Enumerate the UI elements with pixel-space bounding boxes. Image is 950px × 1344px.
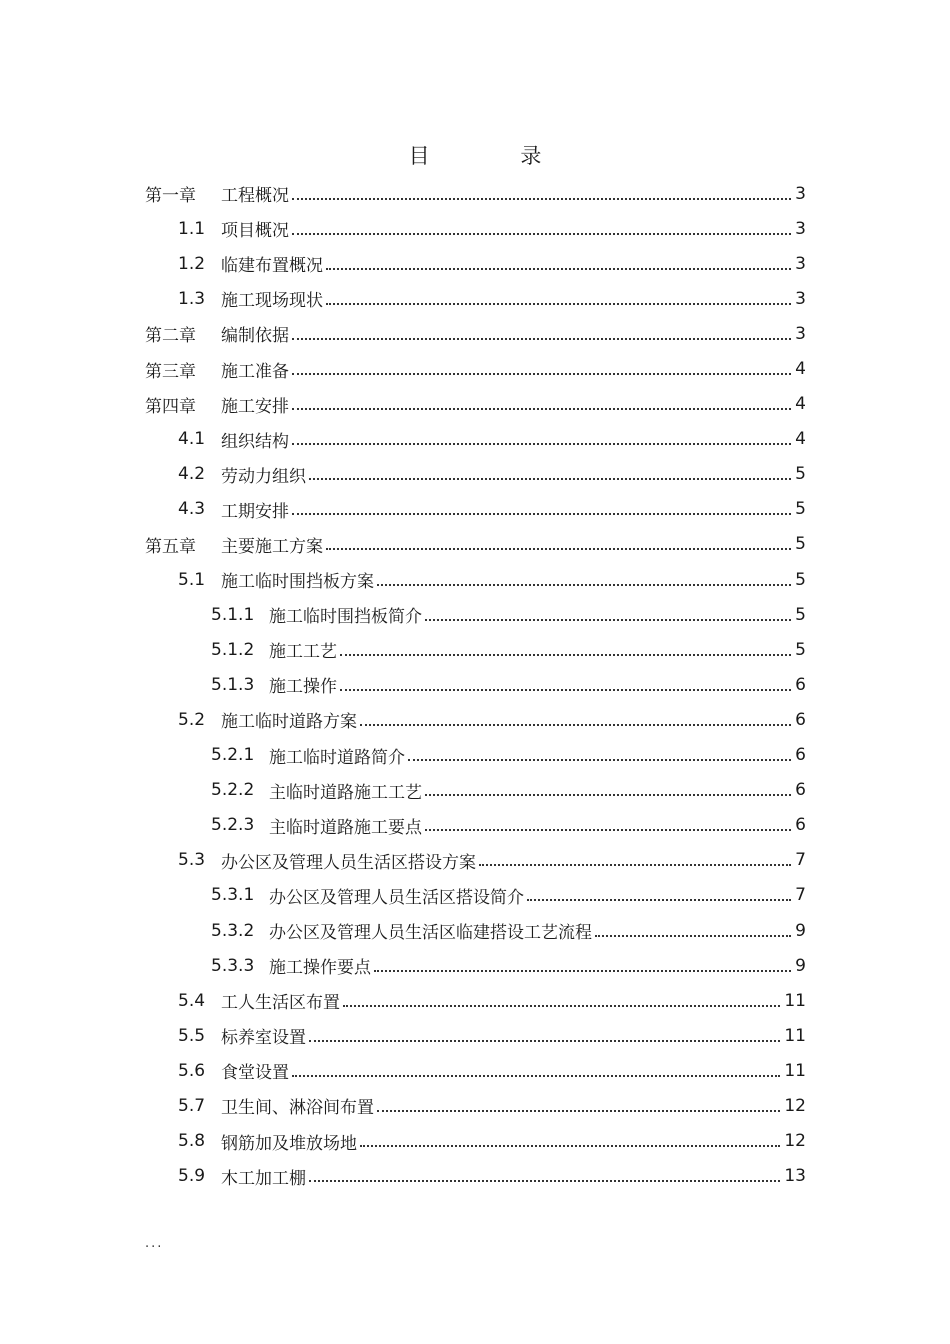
toc-entry-number: 第二章 (145, 326, 196, 347)
toc-entry-title: 施工临时围挡板简介 (269, 607, 422, 628)
toc-entry[interactable] (145, 527, 806, 562)
toc-entry[interactable] (145, 176, 806, 211)
toc-entry[interactable] (145, 281, 806, 316)
toc-dot-leader (292, 443, 791, 445)
toc-dot-leader (340, 689, 791, 691)
toc-entry-page: 9 (795, 955, 806, 976)
toc-dot-leader (292, 198, 791, 200)
toc-entry-title: 钢筋加及堆放场地 (221, 1133, 357, 1154)
toc-entry-page: 3 (795, 253, 806, 274)
toc-entry-title: 劳动力组织 (221, 466, 306, 487)
toc-entry-page: 7 (795, 885, 806, 906)
toc-entry[interactable] (145, 457, 806, 492)
toc-entry-page: 5 (795, 569, 806, 590)
toc-entry-number: 5.3.1 (211, 885, 255, 906)
toc-entry-number: 第五章 (145, 536, 196, 557)
toc-entry-number: 4.2 (178, 464, 206, 485)
toc-entry-number: 4.1 (178, 429, 206, 450)
table-of-contents (145, 176, 806, 1194)
toc-entry-page: 3 (795, 288, 806, 309)
toc-dot-leader (292, 513, 791, 515)
toc-entry[interactable] (145, 808, 806, 843)
toc-entry-page: 3 (795, 183, 806, 204)
toc-dot-leader (340, 654, 791, 656)
toc-dot-leader (326, 268, 791, 270)
toc-entry[interactable] (145, 1053, 806, 1088)
toc-entry[interactable] (145, 387, 806, 422)
toc-dot-leader (360, 1145, 780, 1147)
toc-dot-leader (425, 794, 791, 796)
toc-entry-title: 施工操作 (269, 677, 337, 698)
toc-entry-title: 办公区及管理人员生活区临建搭设工艺流程 (269, 923, 592, 944)
toc-entry-number: 5.1.3 (211, 674, 255, 695)
toc-entry-title: 办公区及管理人员生活区搭设方案 (221, 852, 476, 873)
toc-entry-number: 5.3.3 (211, 955, 255, 976)
toc-entry-title: 临建布置概况 (221, 256, 323, 277)
toc-entry-page: 12 (784, 1095, 806, 1116)
toc-entry[interactable] (145, 1088, 806, 1123)
toc-entry-number: 5.3 (178, 850, 206, 871)
toc-entry-title: 组织结构 (221, 431, 289, 452)
toc-entry-page: 5 (795, 639, 806, 660)
toc-entry-page: 9 (795, 920, 806, 941)
toc-entry[interactable] (145, 878, 806, 913)
toc-dot-leader (408, 759, 791, 761)
toc-entry-title: 卫生间、淋浴间布置 (221, 1098, 374, 1119)
toc-entry-page: 6 (795, 709, 806, 730)
toc-entry-page: 11 (784, 1025, 806, 1046)
toc-entry-number: 5.9 (178, 1166, 206, 1187)
toc-entry-title: 工程概况 (221, 186, 289, 207)
toc-entry-number: 5.1 (178, 569, 206, 590)
toc-entry-title: 项目概况 (221, 221, 289, 242)
toc-entry-title: 木工加工棚 (221, 1168, 306, 1189)
toc-dot-leader (309, 1180, 780, 1182)
toc-dot-leader (326, 303, 791, 305)
toc-entry-title: 食堂设置 (221, 1063, 289, 1084)
toc-dot-leader (292, 373, 791, 375)
toc-entry-page: 6 (795, 674, 806, 695)
toc-entry-title: 主要施工方案 (221, 536, 323, 557)
toc-entry-page: 6 (795, 815, 806, 836)
toc-dot-leader (595, 935, 791, 937)
toc-entry-title: 施工现场现状 (221, 291, 323, 312)
toc-entry-number: 5.6 (178, 1060, 206, 1081)
toc-entry-number: 5.2 (178, 709, 206, 730)
toc-entry-number: 第四章 (145, 396, 196, 417)
toc-entry[interactable] (145, 983, 806, 1018)
toc-entry-number: 1.2 (178, 253, 206, 274)
toc-entry-page: 5 (795, 464, 806, 485)
toc-dot-leader (292, 338, 791, 340)
toc-entry-page: 5 (795, 534, 806, 555)
toc-entry-number: 5.2.3 (211, 815, 255, 836)
toc-entry[interactable] (145, 913, 806, 948)
toc-entry-title: 施工临时围挡板方案 (221, 572, 374, 593)
toc-dot-leader (292, 408, 791, 410)
toc-dot-leader (479, 864, 791, 866)
toc-entry-title: 主临时道路施工工艺 (269, 782, 422, 803)
toc-entry[interactable] (145, 316, 806, 351)
toc-entry-title: 施工操作要点 (269, 958, 371, 979)
toc-entry-number: 4.3 (178, 499, 206, 520)
toc-entry[interactable] (145, 667, 806, 702)
toc-dot-leader (425, 619, 791, 621)
toc-entry-title: 主临时道路施工要点 (269, 817, 422, 838)
toc-dot-leader (309, 1040, 780, 1042)
footer-ellipsis: ... (145, 1236, 164, 1251)
toc-entry-title: 工期安排 (221, 501, 289, 522)
toc-entry-page: 12 (784, 1131, 806, 1152)
toc-dot-leader (425, 829, 791, 831)
toc-entry[interactable] (145, 562, 806, 597)
toc-dot-leader (343, 1005, 780, 1007)
toc-dot-leader (377, 1110, 780, 1112)
toc-dot-leader (360, 724, 791, 726)
toc-entry[interactable] (145, 1018, 806, 1053)
toc-entry-title: 施工安排 (221, 396, 289, 417)
toc-dot-leader (527, 899, 791, 901)
toc-entry-number: 5.8 (178, 1131, 206, 1152)
toc-entry-page: 4 (795, 359, 806, 380)
toc-entry-page: 3 (795, 218, 806, 239)
toc-entry-title: 办公区及管理人员生活区搭设简介 (269, 887, 524, 908)
toc-entry-page: 6 (795, 745, 806, 766)
toc-entry[interactable] (145, 843, 806, 878)
toc-entry[interactable] (145, 773, 806, 808)
toc-entry[interactable] (145, 632, 806, 667)
toc-entry[interactable] (145, 702, 806, 737)
toc-entry[interactable] (145, 738, 806, 773)
toc-entry-title: 施工准备 (221, 361, 289, 382)
toc-entry-page: 4 (795, 429, 806, 450)
toc-entry-page: 5 (795, 499, 806, 520)
toc-entry-number: 第三章 (145, 361, 196, 382)
toc-entry[interactable] (145, 597, 806, 632)
toc-entry[interactable] (145, 211, 806, 246)
toc-entry-page: 3 (795, 323, 806, 344)
toc-entry-number: 5.7 (178, 1095, 206, 1116)
toc-entry-page: 11 (784, 1060, 806, 1081)
toc-entry-number: 5.2.1 (211, 745, 255, 766)
toc-entry-page: 5 (795, 604, 806, 625)
toc-dot-leader (326, 548, 791, 550)
toc-entry[interactable] (145, 1124, 806, 1159)
toc-entry-number: 5.5 (178, 1025, 206, 1046)
toc-entry-number: 5.4 (178, 990, 206, 1011)
toc-dot-leader (374, 970, 791, 972)
toc-entry-number: 5.3.2 (211, 920, 255, 941)
toc-entry[interactable] (145, 1159, 806, 1194)
toc-entry[interactable] (145, 492, 806, 527)
toc-entry-number: 5.2.2 (211, 780, 255, 801)
toc-entry-title: 施工工艺 (269, 642, 337, 663)
toc-entry-number: 第一章 (145, 186, 196, 207)
toc-dot-leader (377, 584, 791, 586)
toc-entry-number: 1.1 (178, 218, 206, 239)
toc-entry-page: 7 (795, 850, 806, 871)
toc-entry[interactable] (145, 948, 806, 983)
toc-entry-page: 11 (784, 990, 806, 1011)
toc-entry-page: 13 (784, 1166, 806, 1187)
toc-dot-leader (292, 1075, 780, 1077)
toc-entry[interactable] (145, 246, 806, 281)
toc-entry-page: 6 (795, 780, 806, 801)
toc-entry[interactable] (145, 422, 806, 457)
toc-entry-title: 施工临时道路简介 (269, 747, 405, 768)
toc-dot-leader (309, 478, 791, 480)
toc-entry-title: 工人生活区布置 (221, 993, 340, 1014)
toc-dot-leader (292, 233, 791, 235)
toc-entry-title: 施工临时道路方案 (221, 712, 357, 733)
toc-entry[interactable] (145, 351, 806, 386)
toc-entry-title: 标养室设置 (221, 1028, 306, 1049)
toc-entry-number: 5.1.2 (211, 639, 255, 660)
toc-entry-title: 编制依据 (221, 326, 289, 347)
toc-entry-number: 1.3 (178, 288, 206, 309)
page-title: 目 录 (408, 144, 584, 168)
toc-entry-page: 4 (795, 394, 806, 415)
toc-entry-number: 5.1.1 (211, 604, 255, 625)
